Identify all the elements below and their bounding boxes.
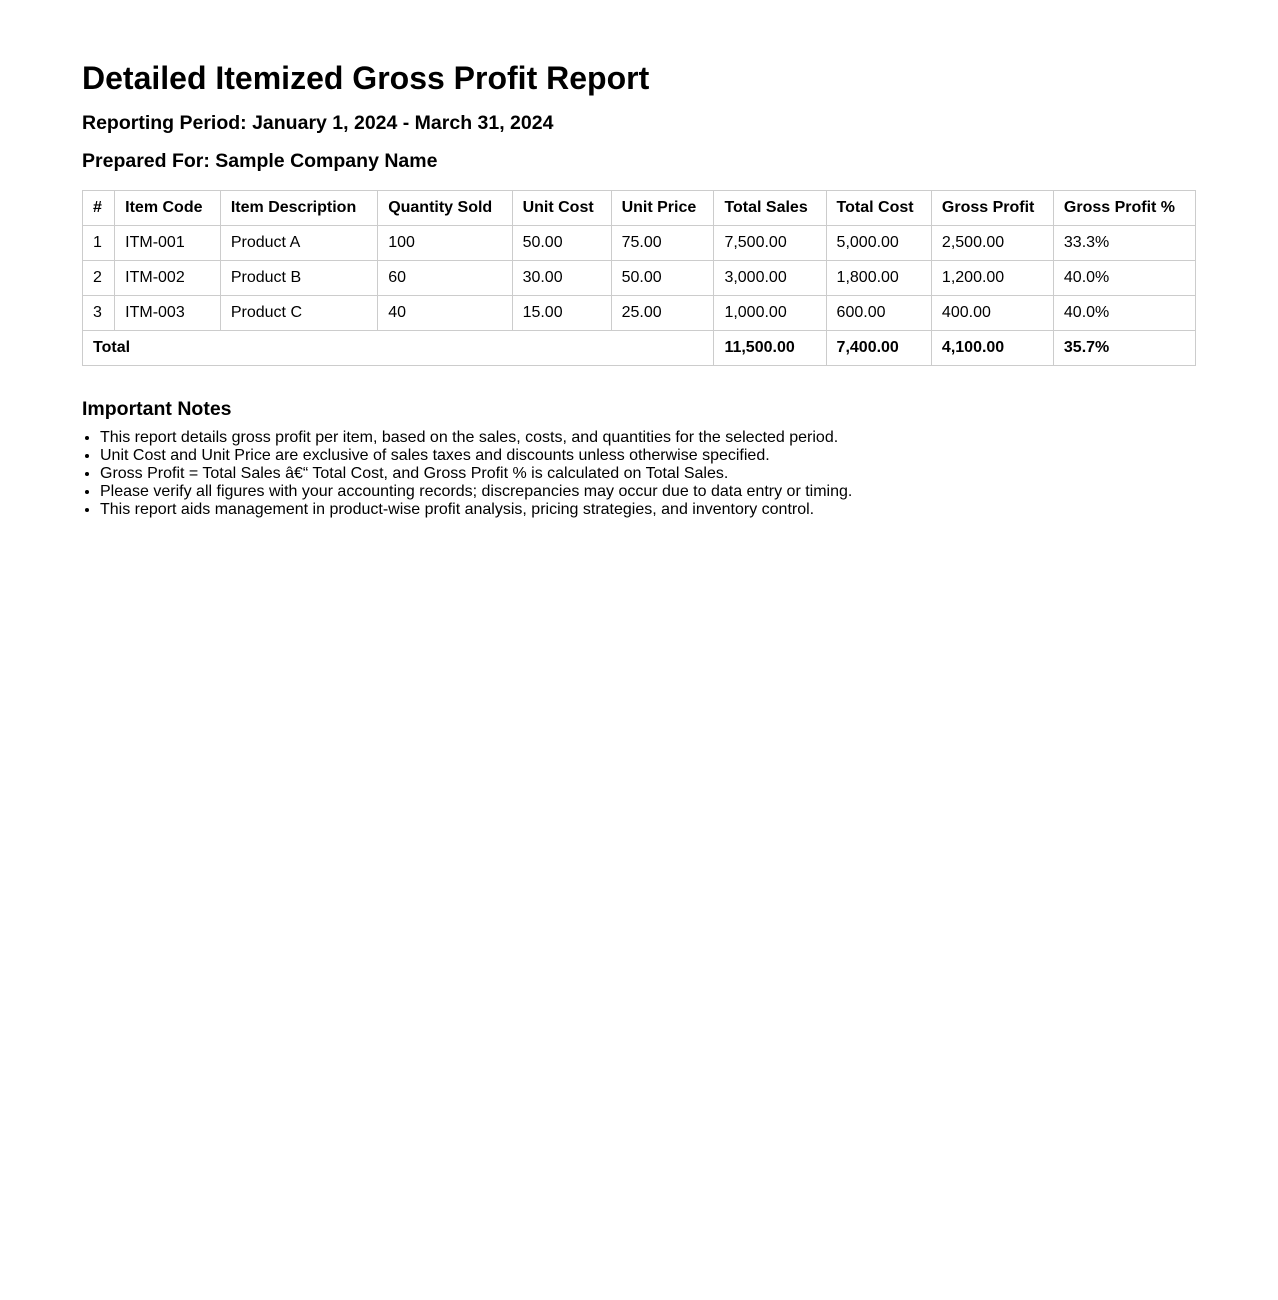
cell-unit-cost: 30.00 [512,261,611,296]
header-unit-price: Unit Price [611,191,714,226]
reporting-period: Reporting Period: January 1, 2024 - March 31, 2024 [82,112,554,134]
cell-gross-profit: 2,500.00 [931,226,1053,261]
header-item-code: Item Code [115,191,221,226]
cell-total-cost: 600.00 [826,296,931,331]
cell-item-description: Product B [220,261,377,296]
report-page [0,0,1278,519]
header-item-description: Item Description [220,191,377,226]
cell-total-sales: 1,000.00 [714,296,826,331]
cell-total-cost: 1,800.00 [826,261,931,296]
note-item: • This report details gross profit per item, based on the sales, costs, and quantities for the selected period. [100,429,1196,447]
cell-gross-profit-pct: 33.3% [1053,226,1195,261]
header-total-cost: Total Cost [826,191,931,226]
cell-unit-price: 50.00 [611,261,714,296]
cell-item-code: ITM-003 [115,296,221,331]
cell-number: 2 [83,261,115,296]
cell-quantity-sold: 40 [378,296,512,331]
header-total-sales: Total Sales [714,191,826,226]
table-header-row [83,191,1196,226]
cell-unit-price: 75.00 [611,226,714,261]
cell-quantity-sold: 100 [378,226,512,261]
cell-unit-cost: 15.00 [512,296,611,331]
total-sales-value: 11,500.00 [714,331,826,366]
notes-list [82,429,1196,519]
cell-total-sales: 7,500.00 [714,226,826,261]
header-gross-profit: Gross Profit [931,191,1053,226]
cell-unit-price: 25.00 [611,296,714,331]
note-item: • Please verify all figures with your accounting records; discrepancies may occur due to data entry or timing. [100,483,1196,501]
prepared-for: Prepared For: Sample Company Name [82,150,438,172]
header-number: # [83,191,115,226]
cell-gross-profit: 1,200.00 [931,261,1053,296]
header-unit-cost: Unit Cost [512,191,611,226]
cell-item-code: ITM-001 [115,226,221,261]
gross-profit-table [82,190,1196,366]
cell-number: 1 [83,226,115,261]
header-quantity-sold: Quantity Sold [378,191,512,226]
cell-item-description: Product A [220,226,377,261]
note-item: • Unit Cost and Unit Price are exclusive of sales taxes and discounts unless otherwise specified. [100,447,1196,465]
total-cost-value: 7,400.00 [826,331,931,366]
cell-gross-profit: 400.00 [931,296,1053,331]
report-title: Detailed Itemized Gross Profit Report [82,60,650,96]
total-label: Total [83,331,714,366]
notes-title: Important Notes [82,398,232,420]
table-row [83,296,1196,331]
cell-quantity-sold: 60 [378,261,512,296]
header-gross-profit-pct: Gross Profit % [1053,191,1195,226]
total-gross-profit-pct-value: 35.7% [1053,331,1195,366]
cell-item-code: ITM-002 [115,261,221,296]
table-row [83,226,1196,261]
cell-unit-cost: 50.00 [512,226,611,261]
cell-number: 3 [83,296,115,331]
total-gross-profit-value: 4,100.00 [931,331,1053,366]
cell-gross-profit-pct: 40.0% [1053,296,1195,331]
note-item: • This report aids management in product-wise profit analysis, pricing strategies, and inventory control. [100,501,1196,519]
cell-total-cost: 5,000.00 [826,226,931,261]
table-row [83,261,1196,296]
cell-gross-profit-pct: 40.0% [1053,261,1195,296]
cell-item-description: Product C [220,296,377,331]
cell-total-sales: 3,000.00 [714,261,826,296]
total-row [83,331,1196,366]
note-item: • Gross Profit = Total Sales â€“ Total Cost, and Gross Profit % is calculated on Total Sales. [100,465,1196,483]
